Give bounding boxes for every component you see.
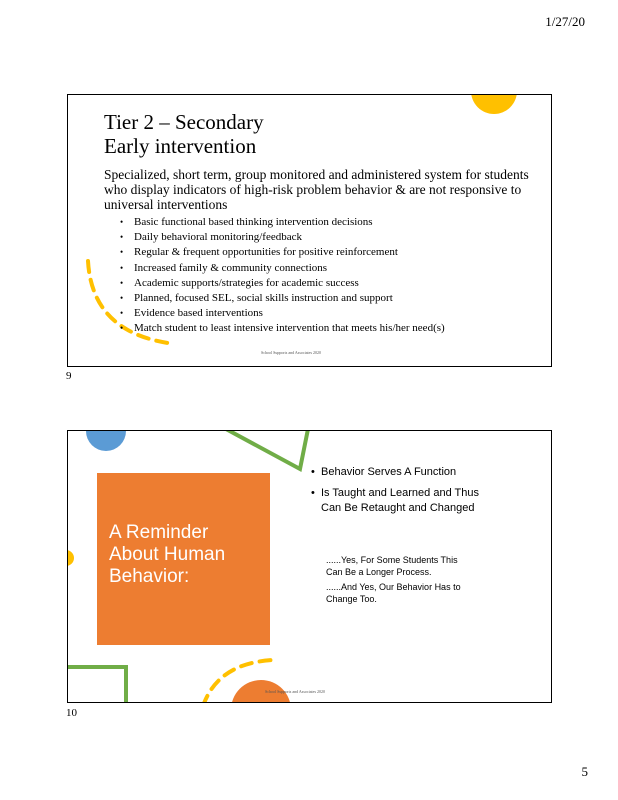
list-item: • Academic supports/strategies for academic success (120, 276, 445, 291)
list-item: • Daily behavioral monitoring/feedback (120, 230, 445, 245)
slide-notes (326, 554, 476, 608)
slide-footer: School Supports and Associates 2020 (265, 689, 325, 694)
slide-title-line1: Tier 2 – Secondary (104, 110, 264, 134)
slide-9 (67, 94, 552, 367)
header-date: 1/27/20 (545, 14, 585, 29)
slide-number-9: 9 (66, 370, 72, 382)
slide-title-line2: Early intervention (104, 134, 257, 158)
blue-circle-decoration (86, 431, 126, 451)
yellow-circle-decoration (471, 95, 517, 114)
slide-body-text: Specialized, short term, group monitored and administered system for students who display indicators of high-risk problem behavior & are not responsive to universal interventions (104, 167, 529, 212)
list-item: • Basic functional based thinking intervention decisions (120, 215, 445, 230)
slide-footer: School Supports and Associates 2020 (261, 350, 321, 355)
list-item: • Increased family & community connections (120, 261, 445, 276)
bullet-list (311, 465, 481, 522)
note-text: ......Yes, For Some Students This Can Be a Longer Process. (326, 555, 458, 577)
yellow-circle-decoration (68, 550, 74, 566)
note-text: ......And Yes, Our Behavior Has to Change Too. (326, 582, 461, 604)
slide-10 (67, 430, 552, 703)
list-item: • Is Taught and Learned and Thus Can Be Retaught and Changed (311, 486, 481, 516)
list-item: • Match student to least intensive intervention that meets his/her need(s) (120, 321, 445, 336)
list-item: • Evidence based interventions (120, 306, 445, 321)
slide-title: A Reminder About Human Behavior: (109, 522, 226, 587)
list-item: • Behavior Serves A Function (311, 465, 481, 480)
bullet-list (120, 215, 445, 337)
list-item: • Planned, focused SEL, social skills instruction and support (120, 291, 445, 306)
page-number: 5 (581, 764, 588, 779)
green-corner-decoration (68, 667, 126, 702)
green-triangle-decoration (226, 431, 308, 469)
list-item: • Regular & frequent opportunities for positive reinforcement (120, 245, 445, 260)
slide-title (104, 110, 264, 158)
slide-number-10: 10 (66, 707, 77, 719)
